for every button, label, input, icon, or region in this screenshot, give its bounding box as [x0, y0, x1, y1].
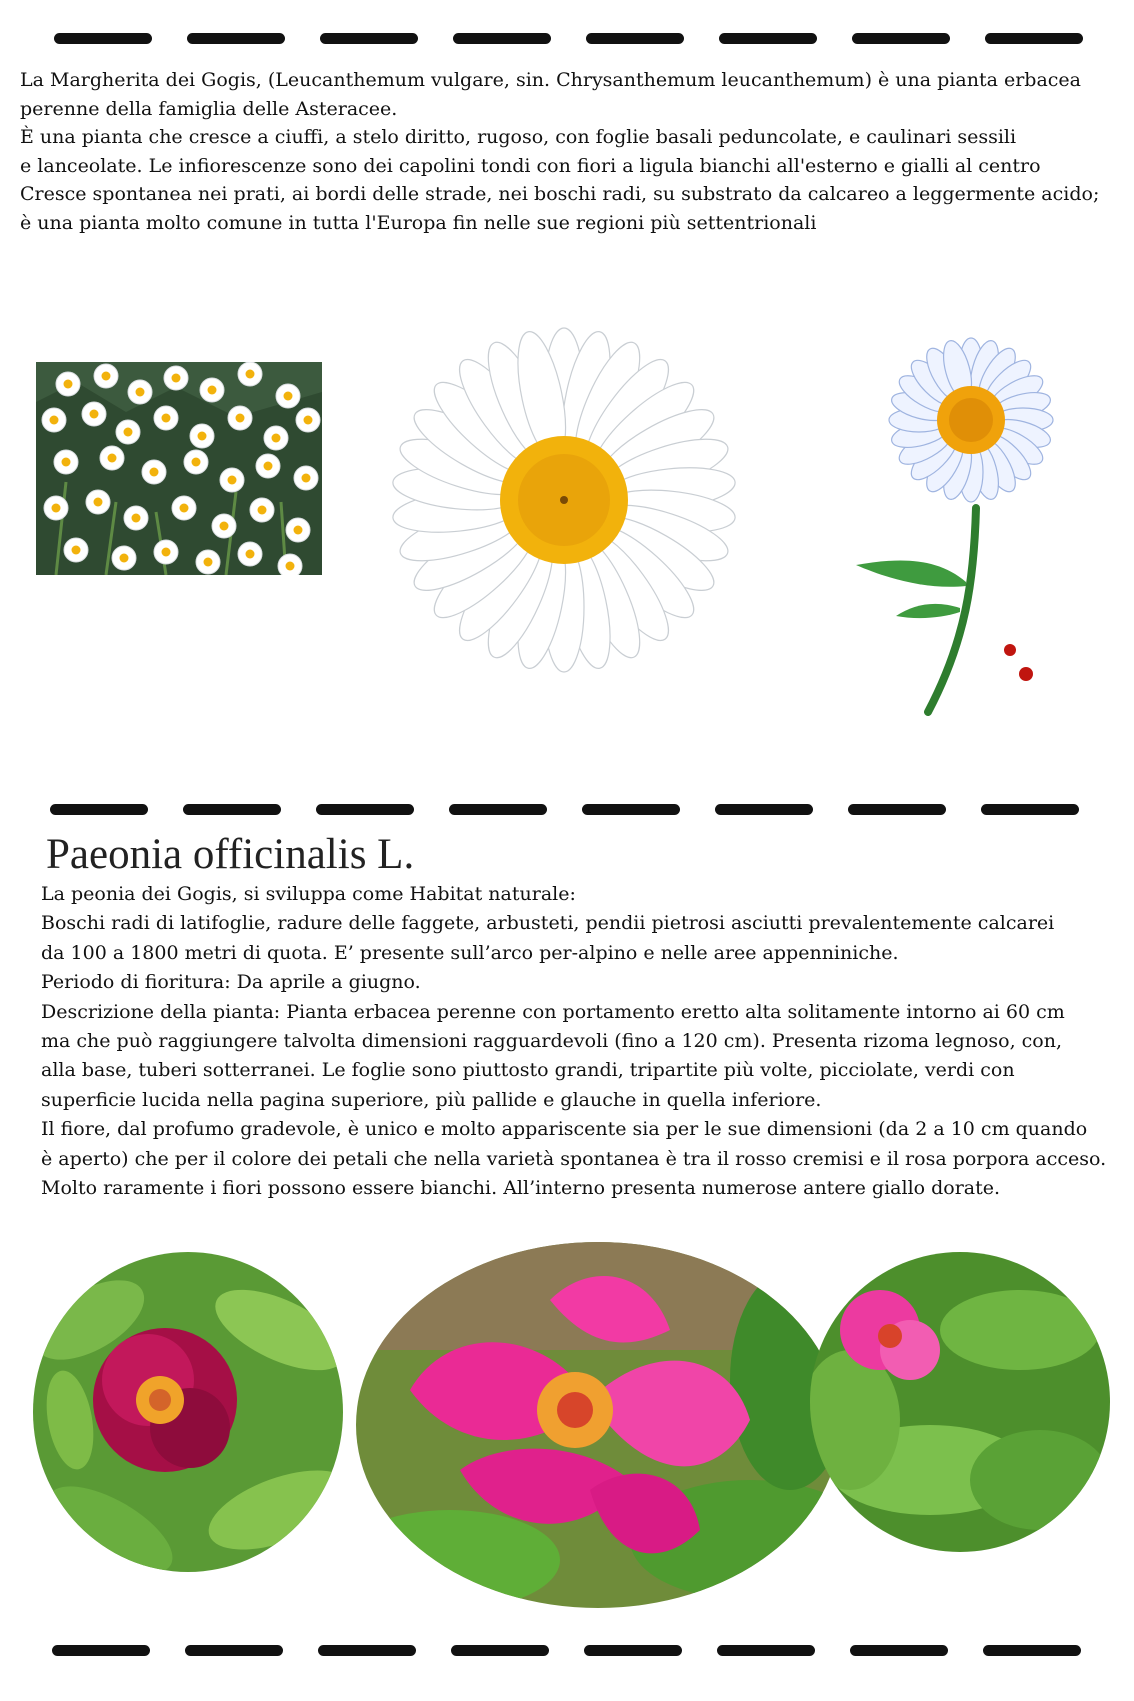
text-line: da 100 a 1800 metri di quota. E’ presente sull’arco per-alpino e nelle aree appenniniche.: [41, 941, 899, 964]
text-line: è aperto) che per il colore dei petali che nella varietà spontanea è tra il rosso cremisi e il rosa porpora acceso.: [41, 1147, 1107, 1170]
peony-photo-pink-small: [800, 1240, 1120, 1560]
text-line: e lanceolate. Le infiorescenze sono dei capolini tondi con fiori a ligula bianchi all'esterno e gialli al centro: [20, 154, 1041, 177]
text-line: È una pianta che cresce a ciuffi, a stelo diritto, rugoso, con foglie basali peduncolate, e caulinari sessili: [20, 126, 1017, 148]
peony-photo-strip: [30, 1240, 1120, 1610]
text-line: Cresce spontanea nei prati, ai bordi delle strade, nei boschi radi, su substrato da calcareo a leggermente acido;: [20, 183, 1100, 205]
peony-photo-crimson: [30, 1240, 361, 1591]
daisy-stem-illustration: [856, 320, 1076, 720]
text-line: superficie lucida nella pagina superiore, più pallide e glauche in quella inferiore.: [41, 1088, 822, 1111]
text-line: ma che può raggiungere talvolta dimensioni ragguardevoli (fino a 120 cm). Presenta rizoma legnoso, con,: [41, 1030, 1063, 1053]
text-line: La Margherita dei Gogis, (Leucanthemum vulgare, sin. Chrysanthemum leucanthemum) è una pianta erbacea: [20, 69, 1081, 91]
daisy-large-illustration: [364, 300, 764, 700]
text-line: perenne della famiglia delle Asteracee.: [20, 97, 398, 120]
text-line: Boschi radi di latifoglie, radure delle faggete, arbusteti, pendii pietrosi asciutti prevalentemente calcarei: [41, 912, 1055, 935]
text-line: Periodo di fioritura: Da aprile a giugno.: [41, 971, 421, 994]
margherita-description: [20, 66, 1099, 237]
paeonia-title: Paeonia officinalis L.: [46, 831, 415, 878]
ladybug-icon: [1019, 667, 1033, 681]
dashed-separator-top: [0, 33, 1134, 47]
dashed-separator-middle: [0, 804, 1134, 818]
ladybug-icon: [1004, 644, 1016, 656]
text-line: Descrizione della pianta: Pianta erbacea perenne con portamento eretto alta solitamente intorno ai 60 cm: [41, 1000, 1065, 1023]
text-line: alla base, tuberi sotterranei. Le foglie sono piuttosto grandi, tripartite più volte, picciolate, verdi con: [41, 1059, 1015, 1082]
text-line: La peonia dei Gogis, si sviluppa come Habitat naturale:: [41, 883, 576, 905]
daisy-field-photo: [36, 362, 322, 575]
text-line: è una pianta molto comune in tutta l'Europa fin nelle sue regioni più settentrionali: [20, 211, 817, 234]
text-line: Il fiore, dal profumo gradevole, è unico e molto appariscente sia per le sue dimensioni (da 2 a 10 cm quando: [41, 1118, 1088, 1141]
dashed-separator-bottom: [0, 1645, 1134, 1659]
text-line: Molto raramente i fiori possono essere bianchi. All’interno presenta numerose antere giallo dorate.: [41, 1177, 1001, 1200]
peony-photo-pink-large: [340, 1240, 870, 1610]
paeonia-description: [41, 880, 1106, 1203]
